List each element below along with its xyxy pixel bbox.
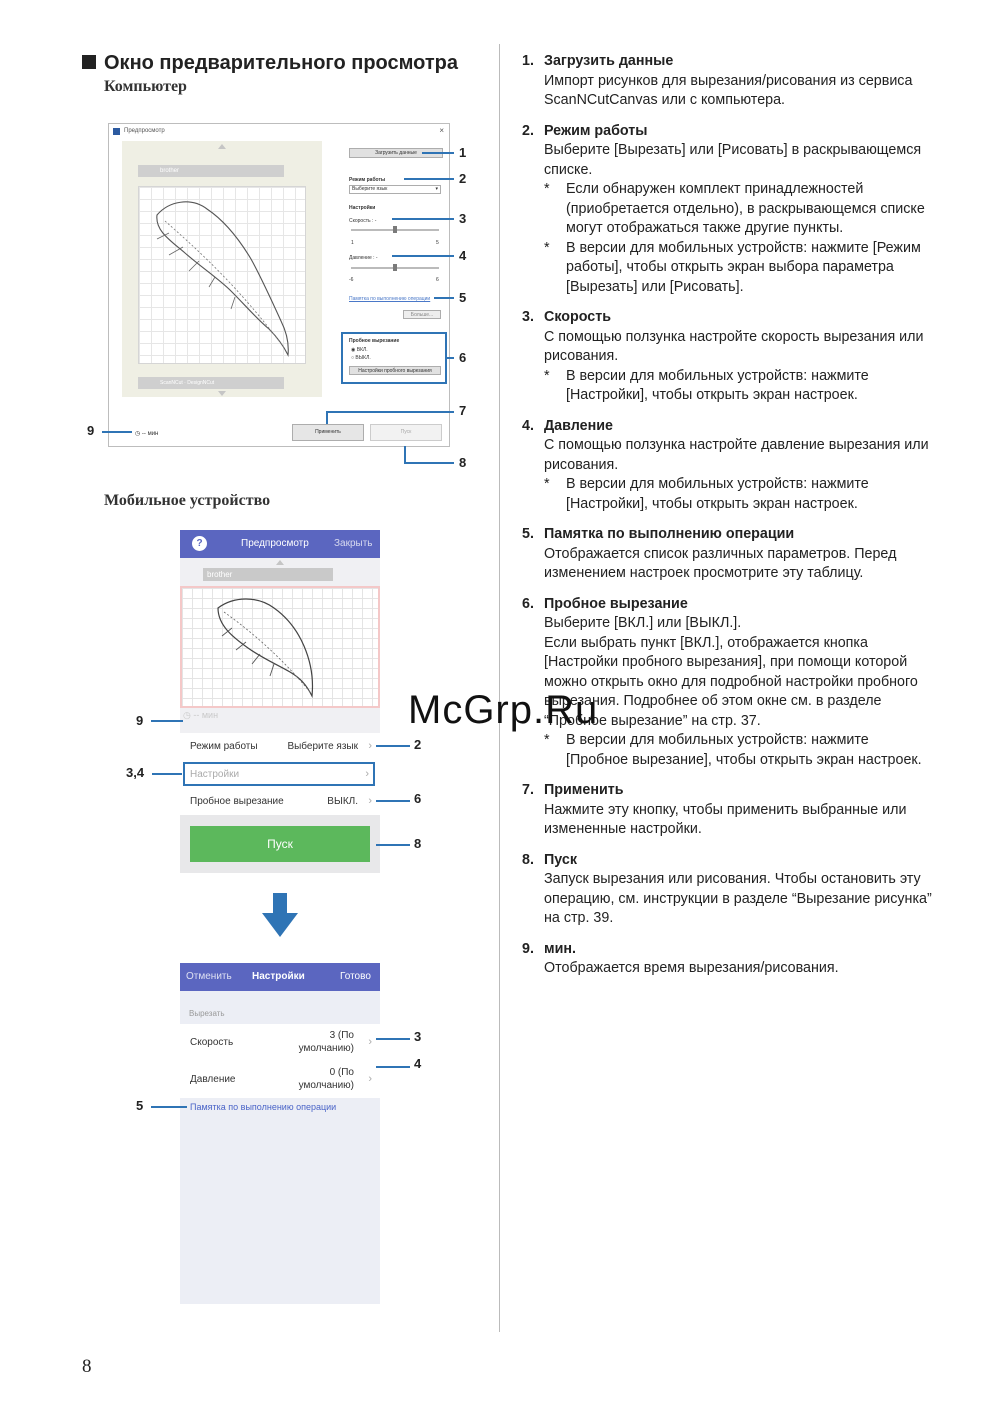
callout-1: 1 bbox=[459, 145, 467, 160]
settings-pressure-value-line1: 0 (По bbox=[329, 1067, 354, 1078]
mobile-subheading: Мобильное устройство bbox=[104, 492, 271, 509]
note-text: Если обнаружен комплект принадлежностей (приобретается отдельно), в раскрывающемся списке могут отображаться также другие пункты. bbox=[566, 181, 925, 236]
mobile-title: Предпросмотр bbox=[241, 538, 309, 549]
settings-speed-value-line1: 3 (По bbox=[329, 1030, 354, 1041]
description-item-note bbox=[522, 731, 932, 770]
description-item-body: Нажмите эту кнопку, чтобы применить выбранные или измененные настройки. bbox=[544, 801, 907, 837]
description-item bbox=[522, 308, 932, 406]
desktop-preview-window bbox=[108, 123, 450, 447]
description-item-number: 9. bbox=[522, 940, 534, 957]
callout-6: 6 bbox=[459, 350, 467, 365]
note-marker: * bbox=[544, 181, 550, 197]
callout-line-3 bbox=[392, 218, 454, 220]
description-item-title: Загрузить данные bbox=[544, 53, 674, 69]
chevron-right-icon: › bbox=[368, 1073, 372, 1085]
description-item-title: Памятка по выполнению операции bbox=[544, 526, 795, 542]
mode-select-value: Выберите язык bbox=[352, 186, 388, 192]
description-item-title: Режим работы bbox=[544, 122, 648, 139]
time-value: -- мин bbox=[141, 431, 159, 437]
speed-max: 5 bbox=[436, 240, 439, 246]
mobile-time-display bbox=[183, 710, 218, 721]
mobile-settings-row[interactable] bbox=[183, 762, 375, 786]
settings-speed-label: Скорость bbox=[190, 1037, 234, 1048]
description-item-title: Давление bbox=[544, 417, 613, 434]
descriptions-list bbox=[522, 52, 932, 990]
callout-9: 9 bbox=[87, 423, 95, 438]
apply-button[interactable]: Применить bbox=[292, 424, 364, 441]
callout-s4: 4 bbox=[414, 1056, 422, 1071]
trial-on-label: ВКЛ. bbox=[356, 347, 368, 353]
description-item-heading bbox=[522, 940, 932, 960]
load-data-button[interactable]: Загрузить данные bbox=[349, 148, 443, 158]
note-text: В версии для мобильных устройств: нажмите [Настройки], чтобы открыть экран настроек. bbox=[566, 367, 869, 403]
chevron-down-icon: ▾ bbox=[435, 186, 438, 192]
description-item-title: Скорость bbox=[544, 309, 612, 325]
pressure-min: -6 bbox=[349, 277, 354, 283]
callout-line-9 bbox=[102, 431, 132, 433]
memo-link[interactable]: Памятка по выполнению операции bbox=[349, 296, 431, 302]
chevron-right-icon: › bbox=[365, 768, 369, 780]
description-item-number: 5. bbox=[522, 526, 534, 542]
settings-pressure-label: Давление bbox=[190, 1074, 236, 1085]
settings-memo-link[interactable]: Памятка по выполнению операции bbox=[190, 1102, 337, 1112]
callout-line-m2 bbox=[376, 745, 410, 747]
description-item-number: 8. bbox=[522, 851, 534, 868]
callout-s5: 5 bbox=[136, 1098, 144, 1113]
mobile-trial-row[interactable] bbox=[180, 788, 380, 815]
description-item-note bbox=[522, 180, 932, 239]
settings-speed-row[interactable] bbox=[180, 1024, 380, 1061]
feather-pattern bbox=[139, 187, 307, 365]
settings-done-button[interactable]: Готово bbox=[340, 971, 371, 982]
callout-5: 5 bbox=[459, 290, 467, 305]
pressure-max: 6 bbox=[436, 277, 439, 283]
mobile-time-value: -- мин bbox=[193, 710, 219, 720]
description-item-heading bbox=[522, 122, 932, 142]
mobile-settings-label: Настройки bbox=[190, 769, 240, 780]
pressure-slider-thumb[interactable] bbox=[393, 264, 397, 271]
callout-line-1 bbox=[422, 152, 454, 154]
trial-cut-label: Пробное вырезание bbox=[349, 338, 400, 344]
callout-m6: 6 bbox=[414, 791, 422, 806]
page-number: 8 bbox=[82, 1356, 92, 1377]
description-item-title: Пуск bbox=[544, 851, 577, 868]
settings-pressure-value bbox=[299, 1066, 354, 1092]
description-item bbox=[522, 122, 932, 298]
description-item-heading bbox=[522, 52, 932, 72]
arrow-down-icon bbox=[262, 893, 298, 937]
callout-m34: 3,4 bbox=[126, 765, 145, 780]
description-item-number: 3. bbox=[522, 309, 534, 325]
time-display bbox=[135, 430, 158, 437]
mobile-feather-pattern bbox=[182, 588, 378, 706]
speed-min: 1 bbox=[351, 240, 354, 246]
computer-subheading: Компьютер bbox=[104, 78, 187, 95]
description-item-body: С помощью ползунка настройте скорость вырезания или рисования. bbox=[544, 328, 924, 364]
mobile-mat-preview bbox=[180, 558, 380, 738]
window-titlebar bbox=[109, 124, 449, 138]
more-button[interactable]: Больше... bbox=[403, 310, 441, 319]
note-text: В версии для мобильных устройств: нажмите [Настройки], чтобы открыть экран настроек. bbox=[566, 476, 869, 512]
callout-s3: 3 bbox=[414, 1029, 422, 1044]
description-item-body: Выберите [ВКЛ.] или [ВЫКЛ.]. bbox=[544, 615, 742, 631]
watermark: McGrp.Ru bbox=[408, 688, 599, 732]
pressure-label: Давление : - bbox=[349, 255, 378, 261]
mobile-mat-grid bbox=[180, 586, 380, 708]
description-item-body: Импорт рисунков для вырезания/рисования из сервиса ScanNCutCanvas или с компьютера. bbox=[544, 72, 913, 108]
callout-line-7 bbox=[326, 411, 454, 413]
callout-2: 2 bbox=[459, 171, 467, 186]
description-item-number: 2. bbox=[522, 122, 534, 139]
description-item bbox=[522, 781, 932, 840]
callout-line-m9 bbox=[151, 720, 183, 722]
description-item-body: Отображается время вырезания/рисования. bbox=[544, 960, 839, 976]
mobile-trial-label: Пробное вырезание bbox=[190, 796, 284, 807]
description-item-heading bbox=[522, 525, 932, 545]
callout-8: 8 bbox=[459, 455, 467, 470]
note-text: В версии для мобильных устройств: нажмите [Пробное вырезание], чтобы открыть экран настроек. bbox=[566, 732, 922, 768]
description-item-body: С помощью ползунка настройте давление вырезания или рисования. bbox=[544, 437, 929, 473]
callout-m8: 8 bbox=[414, 836, 422, 851]
settings-speed-value bbox=[299, 1029, 354, 1055]
callout-line-s5 bbox=[151, 1106, 187, 1108]
description-item-title: мин. bbox=[544, 940, 576, 957]
callout-line-m8 bbox=[376, 844, 410, 846]
mobile-mat-header: brother bbox=[203, 568, 333, 581]
description-item bbox=[522, 417, 932, 515]
clock-icon: ◷ bbox=[135, 431, 141, 437]
callout-m2: 2 bbox=[414, 737, 422, 752]
callout-line-m34 bbox=[152, 773, 182, 775]
scroll-up-icon[interactable] bbox=[218, 144, 226, 149]
chevron-right-icon: › bbox=[368, 1036, 372, 1048]
settings-header bbox=[180, 963, 380, 991]
description-item-heading bbox=[522, 781, 932, 801]
scroll-down-icon[interactable] bbox=[218, 391, 226, 396]
mobile-mode-label: Режим работы bbox=[190, 741, 258, 752]
mode-label: Режим работы bbox=[349, 177, 386, 183]
mat-grid bbox=[138, 186, 306, 364]
callout-line-8 bbox=[404, 462, 454, 464]
speed-label: Скорость : - bbox=[349, 218, 377, 224]
callout-4: 4 bbox=[459, 248, 467, 263]
help-icon[interactable]: ? bbox=[192, 536, 207, 551]
settings-pressure-row[interactable] bbox=[180, 1061, 380, 1098]
note-marker: * bbox=[544, 732, 550, 748]
mat-header: brother bbox=[138, 165, 284, 177]
trial-off-radio[interactable]: ○ ВЫКЛ. bbox=[351, 355, 371, 361]
callout-line-6 bbox=[446, 357, 454, 359]
description-item-title: Применить bbox=[544, 782, 624, 798]
mobile-mode-row[interactable] bbox=[180, 733, 380, 760]
trial-off-label: ВЫКЛ. bbox=[355, 355, 371, 361]
app-icon bbox=[113, 128, 120, 135]
mobile-close-button[interactable]: Закрыть bbox=[334, 538, 373, 549]
trial-on-radio[interactable]: ◉ ВКЛ. bbox=[351, 347, 368, 353]
section-title: Окно предварительного просмотра bbox=[82, 52, 458, 75]
description-item-heading bbox=[522, 417, 932, 437]
callout-7: 7 bbox=[459, 403, 467, 418]
mobile-clock-icon: ◷ bbox=[183, 710, 191, 720]
mat-footer: ScanNCut · DesignNCut bbox=[138, 377, 284, 389]
description-item-heading bbox=[522, 595, 932, 615]
description-item-number: 1. bbox=[522, 53, 534, 69]
callout-line-s3 bbox=[376, 1038, 410, 1040]
mobile-start-button[interactable]: Пуск bbox=[190, 826, 370, 862]
description-item-note bbox=[522, 475, 932, 514]
chevron-right-icon: › bbox=[368, 795, 372, 807]
callout-line-7a bbox=[326, 412, 328, 424]
description-item-number: 6. bbox=[522, 595, 534, 612]
mobile-scroll-up-icon[interactable] bbox=[276, 560, 284, 565]
description-item bbox=[522, 595, 932, 771]
description-item-heading bbox=[522, 308, 932, 328]
settings-title: Настройки bbox=[252, 971, 305, 982]
note-marker: * bbox=[544, 239, 550, 256]
settings-speed-value-line2: умолчанию) bbox=[298, 1043, 354, 1054]
note-text: В версии для мобильных устройств: нажмите [Режим работы], чтобы открыть экран выбора параметра [Вырезать] или [Рисовать]. bbox=[566, 239, 921, 295]
window-title: Предпросмотр bbox=[124, 128, 165, 134]
close-icon[interactable]: × bbox=[439, 126, 444, 135]
trial-settings-button[interactable]: Настройки пробного вырезания bbox=[349, 366, 441, 375]
description-item-heading bbox=[522, 851, 932, 871]
note-marker: * bbox=[544, 476, 550, 492]
description-item bbox=[522, 940, 932, 979]
note-marker: * bbox=[544, 367, 550, 384]
description-item-body: Выберите [Вырезать] или [Рисовать] в раскрывающемся списке. bbox=[544, 142, 922, 178]
description-item bbox=[522, 525, 932, 584]
description-item-body: Если выбрать пункт [ВКЛ.], отображается кнопка [Настройки пробного вырезания], при помощи которой можно открыть окно для подробной настройки пробного вырезания. Подробнее об этом окне см. в разделе “Пробное вырезание” на стр. 37. bbox=[544, 634, 918, 729]
callout-3: 3 bbox=[459, 211, 467, 226]
mobile-start-area bbox=[180, 815, 380, 873]
description-item-note bbox=[522, 239, 932, 298]
callout-line-4 bbox=[392, 255, 454, 257]
callout-line-s4 bbox=[376, 1066, 410, 1068]
callout-line-5 bbox=[434, 297, 454, 299]
mobile-trial-value: ВЫКЛ. bbox=[327, 796, 358, 807]
chevron-right-icon: › bbox=[368, 740, 372, 752]
description-item-number: 7. bbox=[522, 782, 534, 798]
settings-cancel-button[interactable]: Отменить bbox=[186, 971, 232, 982]
description-item bbox=[522, 851, 932, 929]
mobile-mode-value: Выберите язык bbox=[287, 741, 358, 752]
settings-label: Настройки bbox=[349, 205, 376, 211]
description-item-number: 4. bbox=[522, 417, 534, 434]
mode-select[interactable] bbox=[349, 185, 441, 194]
mat-preview bbox=[122, 141, 322, 397]
description-item-note bbox=[522, 367, 932, 406]
settings-pressure-value-line2: умолчанию) bbox=[298, 1080, 354, 1091]
speed-slider-thumb[interactable] bbox=[393, 226, 397, 233]
callout-m9: 9 bbox=[136, 713, 144, 728]
description-item-body: Отображается список различных параметров. Перед изменением настроек просмотрите эту таблицу. bbox=[544, 545, 897, 581]
callout-line-2 bbox=[404, 178, 454, 180]
start-button[interactable]: Пуск bbox=[370, 424, 442, 441]
mobile-preview-header bbox=[180, 530, 380, 558]
description-item-body: Запуск вырезания или рисования. Чтобы остановить эту операцию, см. инструкции в разделе “Вырезание рисунка” на стр. 39. bbox=[544, 871, 932, 926]
callout-line-m6 bbox=[376, 800, 410, 802]
description-item-title: Пробное вырезание bbox=[544, 595, 688, 612]
settings-section-label: Вырезать bbox=[189, 1009, 225, 1018]
description-item bbox=[522, 52, 932, 111]
